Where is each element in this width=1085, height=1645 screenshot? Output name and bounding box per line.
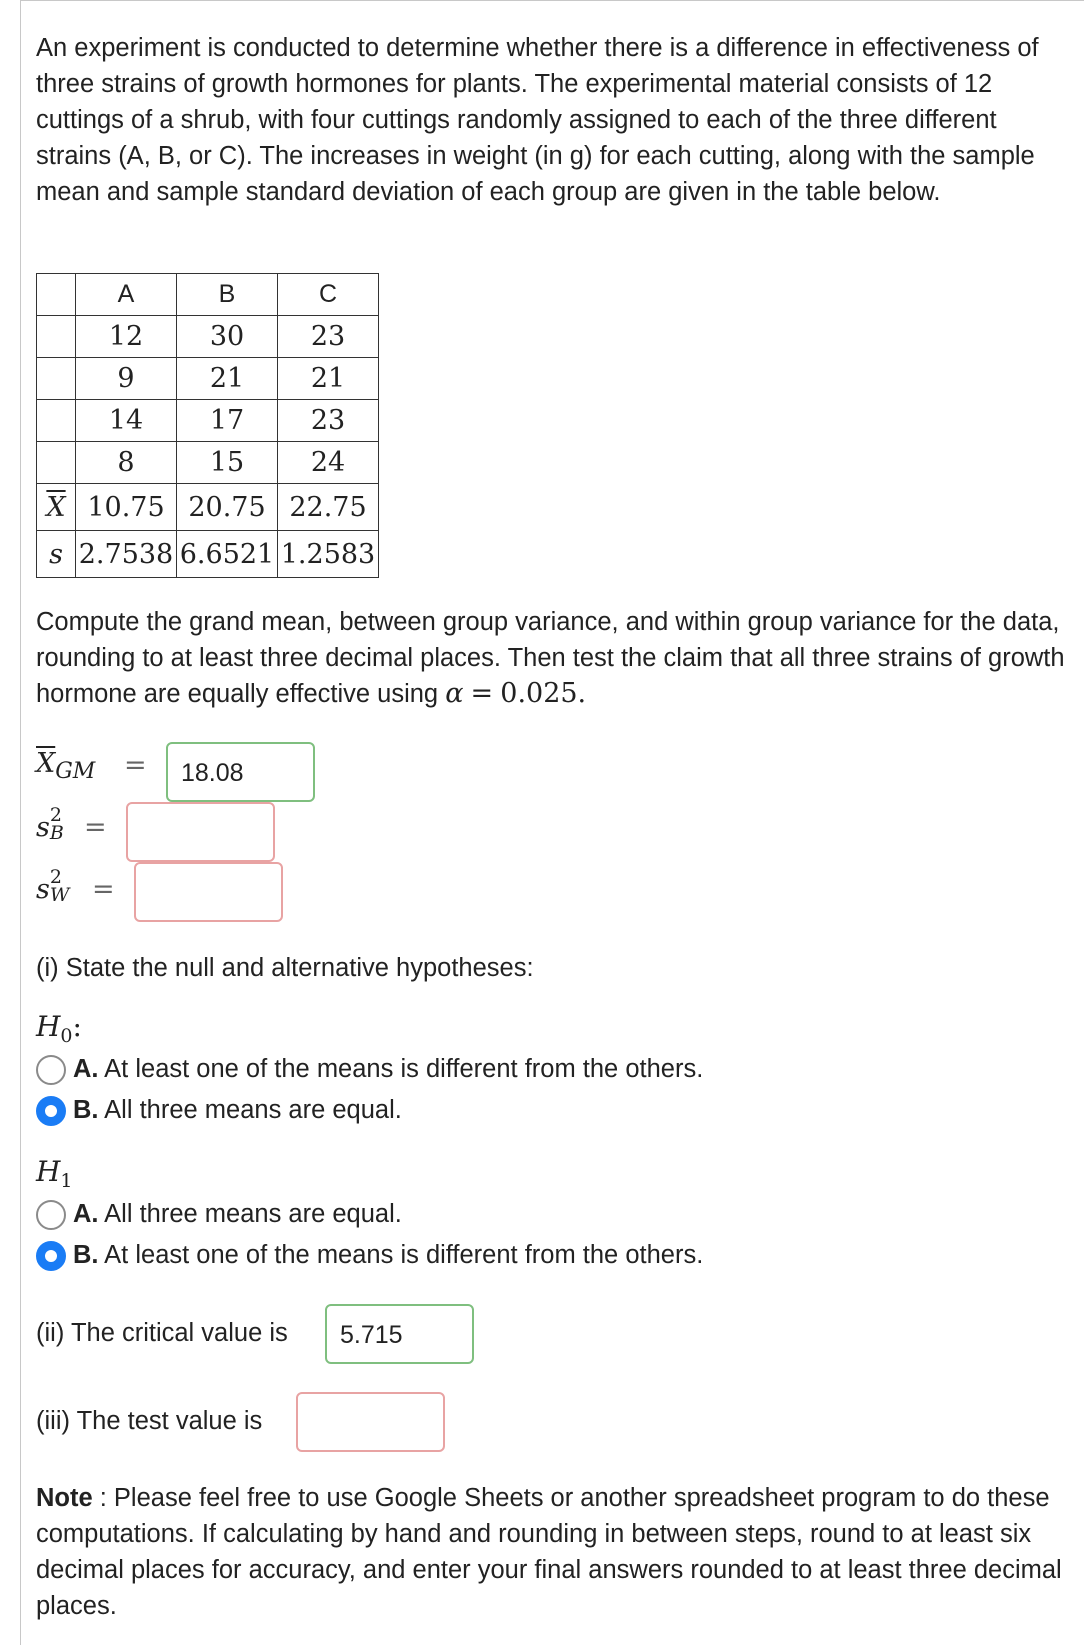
sd-label: s [37,531,76,578]
h0-label: $H_0$: [36,1010,82,1047]
cell: 30 [177,316,278,358]
table-row [37,442,379,484]
h1-option-b[interactable]: B. At least one of the means is different from the others. [36,1235,796,1275]
grand-mean-label: $\overline{X}_{GM}$ [36,748,96,784]
test-value-label: (iii) The test value is [36,1407,263,1435]
cell: 15 [177,442,278,484]
cell: 9 [76,358,177,400]
table-row [37,316,379,358]
sd-row [37,531,379,578]
radio-button[interactable] [36,1200,66,1230]
grand-mean-input[interactable]: 18.08 [166,742,315,802]
note-text: : Please feel free to use Google Sheets or another spreadsheet program to do these computations. If calculating by hand and rounding in between steps, round to at least six decimal places for accuracy, and enter your final answers rounded to at least three decimal places. [36,1484,1062,1620]
h1-label: $H_1$ [36,1155,73,1192]
test-value-input[interactable] [296,1392,445,1452]
h0-option-b[interactable]: B. All three means are equal. [36,1090,796,1130]
mean-row [37,484,379,531]
sw-label: s 2 W [36,866,70,906]
alpha-value: 0.025. [500,678,587,709]
cell: 24 [278,442,379,484]
cell: 21 [177,358,278,400]
sd-a: 2.7538 [76,531,177,578]
note [36,1480,1071,1624]
radio-button[interactable] [36,1055,66,1085]
h1-option-a[interactable]: A. All three means are equal. [36,1194,796,1234]
compute-instructions: Compute the grand mean, between group variance, and within group variance for the data, rounding to at least three decimal places. Then test the claim that all three strains of growth hormone are equally effective using α = 0.025. [36,608,1065,709]
radio-button-selected[interactable] [36,1241,66,1271]
header-a: A [76,274,177,316]
cell: 14 [76,400,177,442]
cell: 21 [278,358,379,400]
problem-intro: An experiment is conducted to determine whether there is a difference in effectiveness of three strains of growth hormones for plants. The experimental material consists of 12 cuttings of a shrub, with four cuttings randomly assigned to each of the three different strains (A, B, or C). The increases in weight (in g) for each cutting, along with the sample mean and sample standard deviation of each group are given in the table below. [36,34,1039,206]
h0-option-a[interactable]: A. At least one of the means is different from the others. [36,1049,796,1089]
mean-label: $\overline{X}$ [46,491,66,523]
critical-value-label: (ii) The critical value is [36,1319,288,1347]
data-table [36,273,379,578]
sd-c: 1.2583 [278,531,379,578]
header-b: B [177,274,278,316]
critical-value-input[interactable]: 5.715 [325,1304,474,1364]
cell: 8 [76,442,177,484]
mean-a: 10.75 [76,484,177,531]
mean-b: 20.75 [177,484,278,531]
mean-c: 22.75 [278,484,379,531]
sb-input[interactable] [126,802,275,862]
cell: 17 [177,400,278,442]
table-header-row [37,274,379,316]
sd-b: 6.6521 [177,531,278,578]
sb-label: s 2 B [36,804,64,844]
table-row [37,358,379,400]
cell: 12 [76,316,177,358]
hypotheses-prompt: (i) State the null and alternative hypotheses: [36,954,534,982]
sw-input[interactable] [134,862,283,922]
note-heading: Note [36,1484,93,1512]
cell: 23 [278,316,379,358]
table-row [37,400,379,442]
cell: 23 [278,400,379,442]
radio-button-selected[interactable] [36,1096,66,1126]
header-c: C [278,274,379,316]
alpha-symbol: α [445,678,464,709]
